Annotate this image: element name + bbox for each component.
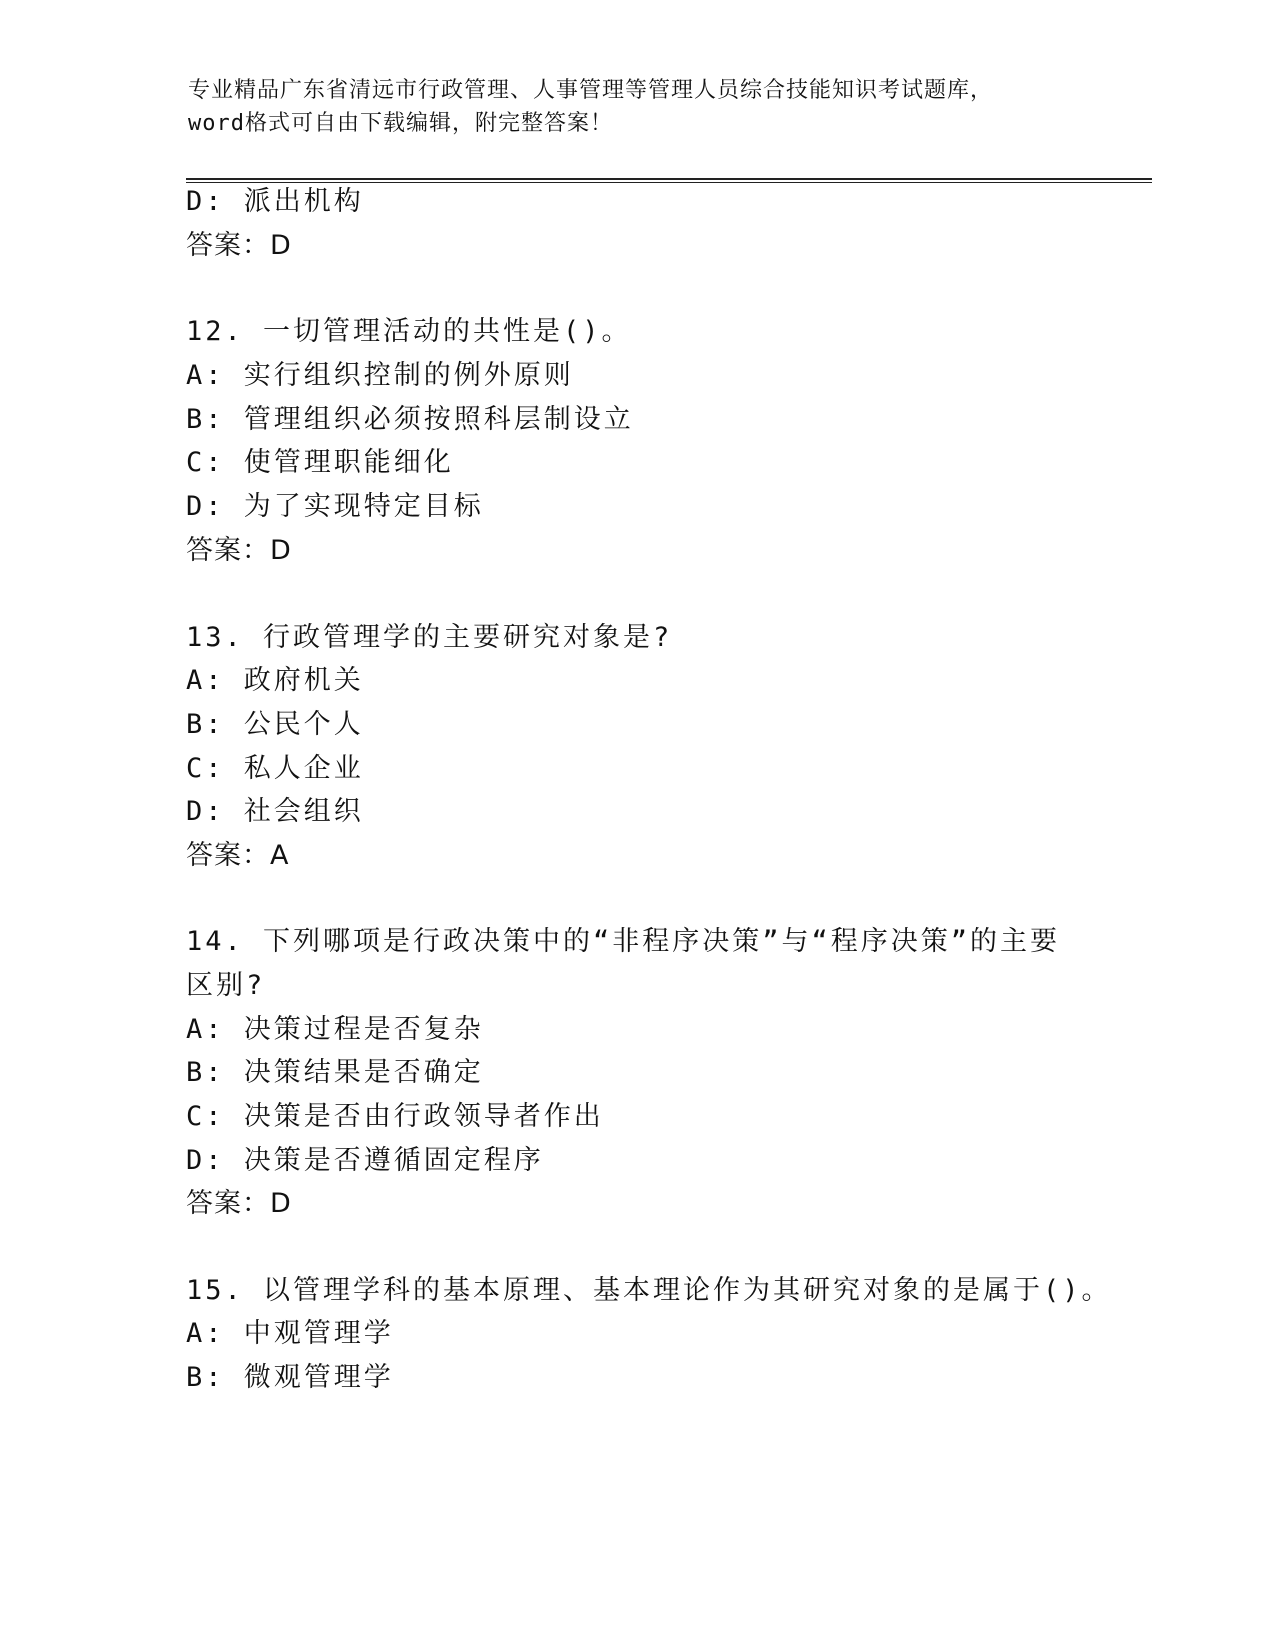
header-line-1: 专业精品广东省清远市行政管理、人事管理等管理人员综合技能知识考试题库， <box>188 78 994 103</box>
q12-option-a: A: 实行组织控制的例外原则 <box>186 360 574 391</box>
q12-option-b: B: 管理组织必须按照科层制设立 <box>186 404 634 435</box>
q13-option-b: B: 公民个人 <box>186 709 364 740</box>
q15-option-b: B: 微观管理学 <box>186 1362 394 1393</box>
q12-option-d: D: 为了实现特定目标 <box>186 491 484 522</box>
q15-question: 15. 以管理学科的基本原理、基本理论作为其研究对象的是属于()。 <box>186 1275 1112 1306</box>
document-header <box>188 74 1148 140</box>
q13-question: 13. 行政管理学的主要研究对象是? <box>186 622 673 653</box>
q14-option-c: C: 决策是否由行政领导者作出 <box>186 1101 604 1132</box>
q14-option-a: A: 决策过程是否复杂 <box>186 1014 484 1045</box>
q15-option-a: A: 中观管理学 <box>186 1318 394 1349</box>
header-line-2: word格式可自由下载编辑，附完整答案！ <box>188 111 613 136</box>
q12-answer: 答案：D <box>186 535 292 566</box>
prev-answer: 答案：D <box>186 230 292 261</box>
q13-option-c: C: 私人企业 <box>186 753 364 784</box>
prev-option-d: D: 派出机构 <box>186 186 364 217</box>
q13-answer: 答案：A <box>186 840 290 871</box>
q12-option-c: C: 使管理职能细化 <box>186 447 454 478</box>
q13-option-a: A: 政府机关 <box>186 665 364 696</box>
q14-option-d: D: 决策是否遵循固定程序 <box>186 1145 544 1176</box>
q14-question-line-1: 14. 下列哪项是行政决策中的“非程序决策”与“程序决策”的主要 <box>186 926 1061 957</box>
q14-answer: 答案：D <box>186 1188 292 1219</box>
q13-option-d: D: 社会组织 <box>186 796 364 827</box>
q12-question: 12. 一切管理活动的共性是()。 <box>186 316 632 347</box>
q14-question-line-2: 区别? <box>186 970 266 1001</box>
q14-option-b: B: 决策结果是否确定 <box>186 1057 484 1088</box>
